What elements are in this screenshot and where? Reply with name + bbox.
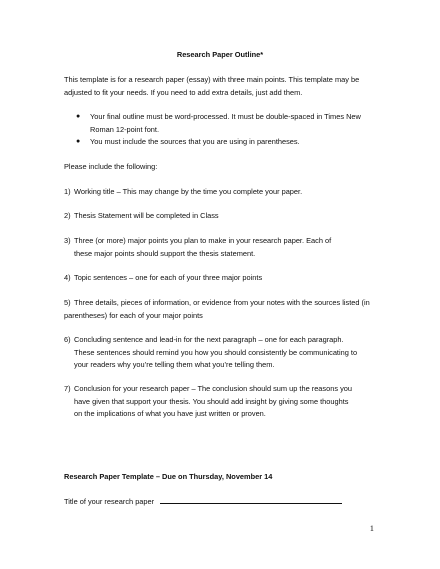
page-title: Research Paper Outline* bbox=[176, 50, 264, 59]
item-text-cont: These sentences should remind you how you should consistently be communicating to bbox=[74, 347, 358, 357]
bullet-icon: ● bbox=[76, 138, 81, 145]
item-text-cont: have given that support your thesis. You should add insight by giving some thoughts bbox=[74, 396, 349, 406]
item-text-cont: parentheses) for each of your major points bbox=[64, 310, 203, 320]
item-number: 2) bbox=[64, 211, 71, 220]
item-number: 7) bbox=[64, 384, 71, 393]
bullet-line-1: Your final outline must be word-processed. It must be double-spaced in Times New bbox=[90, 112, 361, 121]
item-text: Thesis Statement will be completed in Class bbox=[74, 211, 219, 220]
item-text: Conclusion for your research paper – The conclusion should sum up the reasons you bbox=[74, 384, 352, 393]
title-field-blank[interactable] bbox=[160, 496, 342, 504]
title-field bbox=[64, 496, 342, 506]
item-text-cont-2: on the implications of what you have just written or proven. bbox=[74, 409, 266, 418]
bullet-icon: ● bbox=[76, 113, 81, 120]
item-number: 4) bbox=[64, 273, 71, 282]
intro-line-1: This template is for a research paper (essay) with three main points. This template may be bbox=[64, 75, 360, 84]
item-text: Topic sentences – one for each of your three major points bbox=[74, 273, 263, 282]
item-text: Working title – This may change by the time you complete your paper. bbox=[74, 187, 303, 196]
bullet-line-2: Roman 12-point font. bbox=[90, 124, 160, 134]
item-text: Concluding sentence and lead-in for the next paragraph – one for each paragraph. bbox=[74, 335, 344, 344]
item-number: 6) bbox=[64, 335, 71, 344]
item-text: Three details, pieces of information, or evidence from your notes with the sources listed (in bbox=[74, 298, 370, 307]
bullet-line-1: You must include the sources that you are using in parentheses. bbox=[90, 137, 300, 146]
item-text-cont-2: your readers why you’re telling them what you’re telling them. bbox=[74, 360, 275, 369]
item-number: 3) bbox=[64, 236, 71, 245]
title-field-label: Title of your research paper bbox=[64, 497, 155, 506]
template-heading: Research Paper Template – Due on Thursday, November 14 bbox=[64, 472, 273, 481]
intro-line-2: adjusted to fit your needs. If you need to add extra details, just add them. bbox=[64, 87, 303, 97]
include-label: Please include the following: bbox=[64, 162, 158, 171]
item-text: Three (or more) major points you plan to make in your research paper. Each of bbox=[74, 236, 332, 245]
item-number: 1) bbox=[64, 187, 71, 196]
item-text-cont: these major points should support the thesis statement. bbox=[74, 248, 256, 258]
item-number: 5) bbox=[64, 298, 71, 307]
page-number: 1 bbox=[369, 523, 374, 533]
